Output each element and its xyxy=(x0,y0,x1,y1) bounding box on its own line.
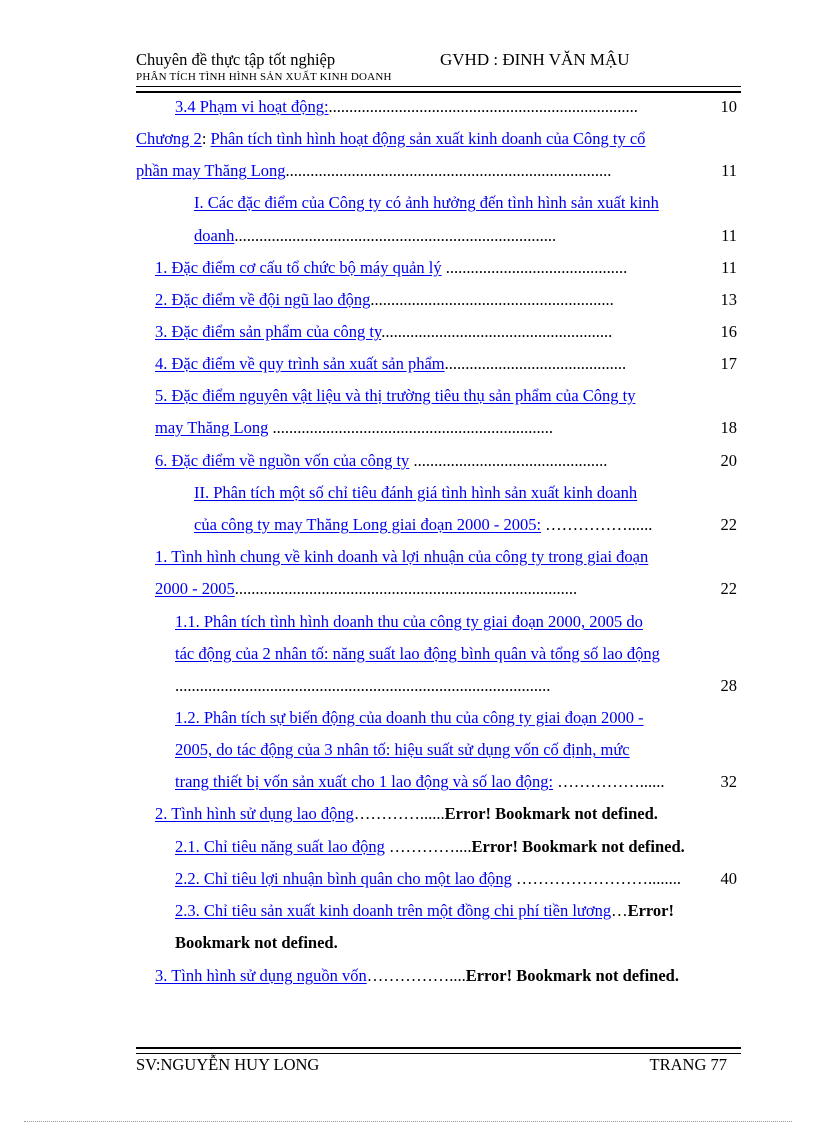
toc-page-number: 20 xyxy=(720,451,737,470)
footer-student: SV:NGUYỄN HUY LONG xyxy=(136,1055,320,1074)
toc-entry xyxy=(194,192,659,214)
toc-entry: của công ty may Thăng Long giai đoạn 2000 - 2005: ……………...... 22 xyxy=(194,515,737,534)
toc-page-number: 22 xyxy=(720,579,737,598)
toc-link[interactable]: 3. Tình hình sử dụng nguồn vốn xyxy=(155,966,367,985)
toc-link[interactable]: của công ty may Thăng Long giai đoạn 2000 - 2005: xyxy=(194,515,542,534)
toc-page-number: 11 xyxy=(721,161,737,180)
toc-entry xyxy=(175,707,644,729)
toc-entry: trang thiết bị vốn sản xuất cho 1 lao động và số lao động: ……………...... 32 xyxy=(175,772,737,791)
toc-link[interactable]: Chương 2 xyxy=(136,129,202,148)
toc-link[interactable]: 6. Đặc điểm về nguồn vốn của công ty xyxy=(155,451,410,470)
bookmark-error: Bookmark not defined. xyxy=(175,933,338,952)
toc-entry: 3. Tình hình sử dụng nguồn vốn……………....Error! Bookmark not defined. xyxy=(155,966,679,985)
toc-page-number: 32 xyxy=(720,772,737,791)
toc-entry: 2.1. Chỉ tiêu năng suất lao động …………....Error! Bookmark not defined. xyxy=(175,837,685,856)
toc-page-number: 40 xyxy=(720,869,737,888)
footer-rule xyxy=(136,1047,741,1054)
bookmark-error: Error! Bookmark not defined. xyxy=(444,804,658,823)
toc-link[interactable]: 2. Tình hình sử dụng lao động xyxy=(155,804,354,823)
toc-link[interactable]: 3.4 Phạm vi hoạt động: xyxy=(175,97,329,116)
toc-entry: 1. Đặc điểm cơ cấu tổ chức bộ máy quản lý ............................................ 11 xyxy=(155,258,737,277)
page-header xyxy=(136,50,741,83)
toc-link[interactable]: phần may Thăng Long xyxy=(136,161,286,180)
toc-entry: doanh.............................................................................. 11 xyxy=(194,226,737,245)
page-footer xyxy=(136,1055,741,1077)
toc-entry: 2. Tình hình sử dụng lao động…………......Error! Bookmark not defined. xyxy=(155,804,658,823)
toc-link[interactable]: II. Phân tích một số chỉ tiêu đánh giá tình hình sản xuất kinh doanh xyxy=(194,483,638,502)
toc-page-number: 22 xyxy=(720,515,737,534)
toc-page-number: 11 xyxy=(721,258,737,277)
toc-entry: phần may Thăng Long............................................................................... 11 xyxy=(136,161,737,180)
toc-link[interactable]: 2.1. Chỉ tiêu năng suất lao động xyxy=(175,837,385,856)
toc-entry: 3.4 Phạm vi hoạt động:........................................................................... 10 xyxy=(175,97,737,116)
header-advisor: GVHD : ĐINH VĂN MẬU xyxy=(440,50,630,69)
bookmark-error: Error! xyxy=(627,901,675,920)
page-edge xyxy=(24,1121,792,1122)
toc-entry xyxy=(175,932,338,954)
bookmark-error: Error! Bookmark not defined. xyxy=(465,966,679,985)
toc-link[interactable]: tác động của 2 nhân tố: năng suất lao động bình quân và tổng số lao động xyxy=(175,644,660,663)
toc-entry: 4. Đặc điểm về quy trình sản xuất sản phẩm............................................ 17 xyxy=(155,354,737,373)
toc-link[interactable]: 2.2. Chỉ tiêu lợi nhuận bình quân cho một lao động xyxy=(175,869,512,888)
toc-entry: 2000 - 2005................................................................................... 22 xyxy=(155,579,737,598)
toc-entry: may Thăng Long .................................................................... 18 xyxy=(155,418,737,437)
toc-link[interactable]: may Thăng Long xyxy=(155,418,269,437)
footer-page-number: TRANG 77 xyxy=(649,1055,727,1074)
toc-entry xyxy=(175,643,660,665)
toc-entry: 2.2. Chỉ tiêu lợi nhuận bình quân cho một lao động ……………………........ 40 xyxy=(175,869,737,888)
toc-entry: Chương 2: Phân tích tình hình hoạt động sản xuất kinh doanh của Công ty cổ xyxy=(136,129,646,148)
toc-page-number: 28 xyxy=(720,676,737,695)
toc-entry: 2.3. Chỉ tiêu sản xuất kinh doanh trên một đồng chi phí tiền lương…Error! xyxy=(175,901,675,920)
toc-entry xyxy=(155,385,635,407)
toc-entry xyxy=(175,611,643,633)
toc-link[interactable]: 2. Đặc điểm về đội ngũ lao động xyxy=(155,290,371,309)
toc-link[interactable]: 2005, do tác động của 3 nhân tố: hiệu suất sử dụng vốn cố định, mức xyxy=(175,740,630,759)
toc-page-number: 18 xyxy=(720,418,737,437)
toc-page-number: 17 xyxy=(720,354,737,373)
toc-link[interactable]: 1.1. Phân tích tình hình doanh thu của công ty giai đoạn 2000, 2005 do xyxy=(175,612,643,631)
toc-link[interactable]: 1.2. Phân tích sự biến động của doanh thu của công ty giai đoạn 2000 - xyxy=(175,708,644,727)
toc-link[interactable]: Phân tích tình hình hoạt động sản xuất kinh doanh của Công ty cổ xyxy=(210,129,646,148)
header-title: Chuyên đề thực tập tốt nghiệp xyxy=(136,50,336,69)
toc-link[interactable]: 4. Đặc điểm về quy trình sản xuất sản phẩm xyxy=(155,354,445,373)
toc-link[interactable]: 1. Tình hình chung về kinh doanh và lợi nhuận của công ty trong giai đoạn xyxy=(155,547,649,566)
toc-entry: 3. Đặc điểm sản phẩm của công ty........................................................ 16 xyxy=(155,322,737,341)
toc-link[interactable]: 1. Đặc điểm cơ cấu tổ chức bộ máy quản lý xyxy=(155,258,442,277)
toc-page-number: 13 xyxy=(720,290,737,309)
toc-page-number: 11 xyxy=(721,226,737,245)
toc-entry: 2. Đặc điểm về đội ngũ lao động........................................................... 13 xyxy=(155,290,737,309)
header-subtitle: PHÂN TÍCH TÌNH HÌNH SẢN XUẤT KINH DOANH xyxy=(136,71,392,83)
toc-page-number: 16 xyxy=(720,322,737,341)
toc-link[interactable]: 2000 - 2005 xyxy=(155,579,235,598)
header-rule xyxy=(136,86,741,93)
toc-entry xyxy=(155,546,648,568)
toc-entry: ........................................................................................... 28 xyxy=(175,676,737,695)
toc-page-number: 10 xyxy=(720,97,737,116)
toc-entry xyxy=(194,482,637,504)
toc-link[interactable]: 5. Đặc điểm nguyên vật liệu và thị trường tiêu thụ sản phẩm của Công ty xyxy=(155,386,636,405)
toc-link[interactable]: doanh xyxy=(194,226,235,245)
toc-link[interactable]: 3. Đặc điểm sản phẩm của công ty xyxy=(155,322,382,341)
toc-link[interactable]: trang thiết bị vốn sản xuất cho 1 lao động và số lao động: xyxy=(175,772,554,791)
toc-entry: 6. Đặc điểm về nguồn vốn của công ty ............................................... 20 xyxy=(155,451,737,470)
toc-link[interactable]: 2.3. Chỉ tiêu sản xuất kinh doanh trên một đồng chi phí tiền lương xyxy=(175,901,612,920)
toc-entry xyxy=(175,739,630,761)
bookmark-error: Error! Bookmark not defined. xyxy=(471,837,685,856)
toc-link[interactable]: I. Các đặc điểm của Công ty có ảnh hưởng đến tình hình sản xuất kinh xyxy=(194,193,659,212)
